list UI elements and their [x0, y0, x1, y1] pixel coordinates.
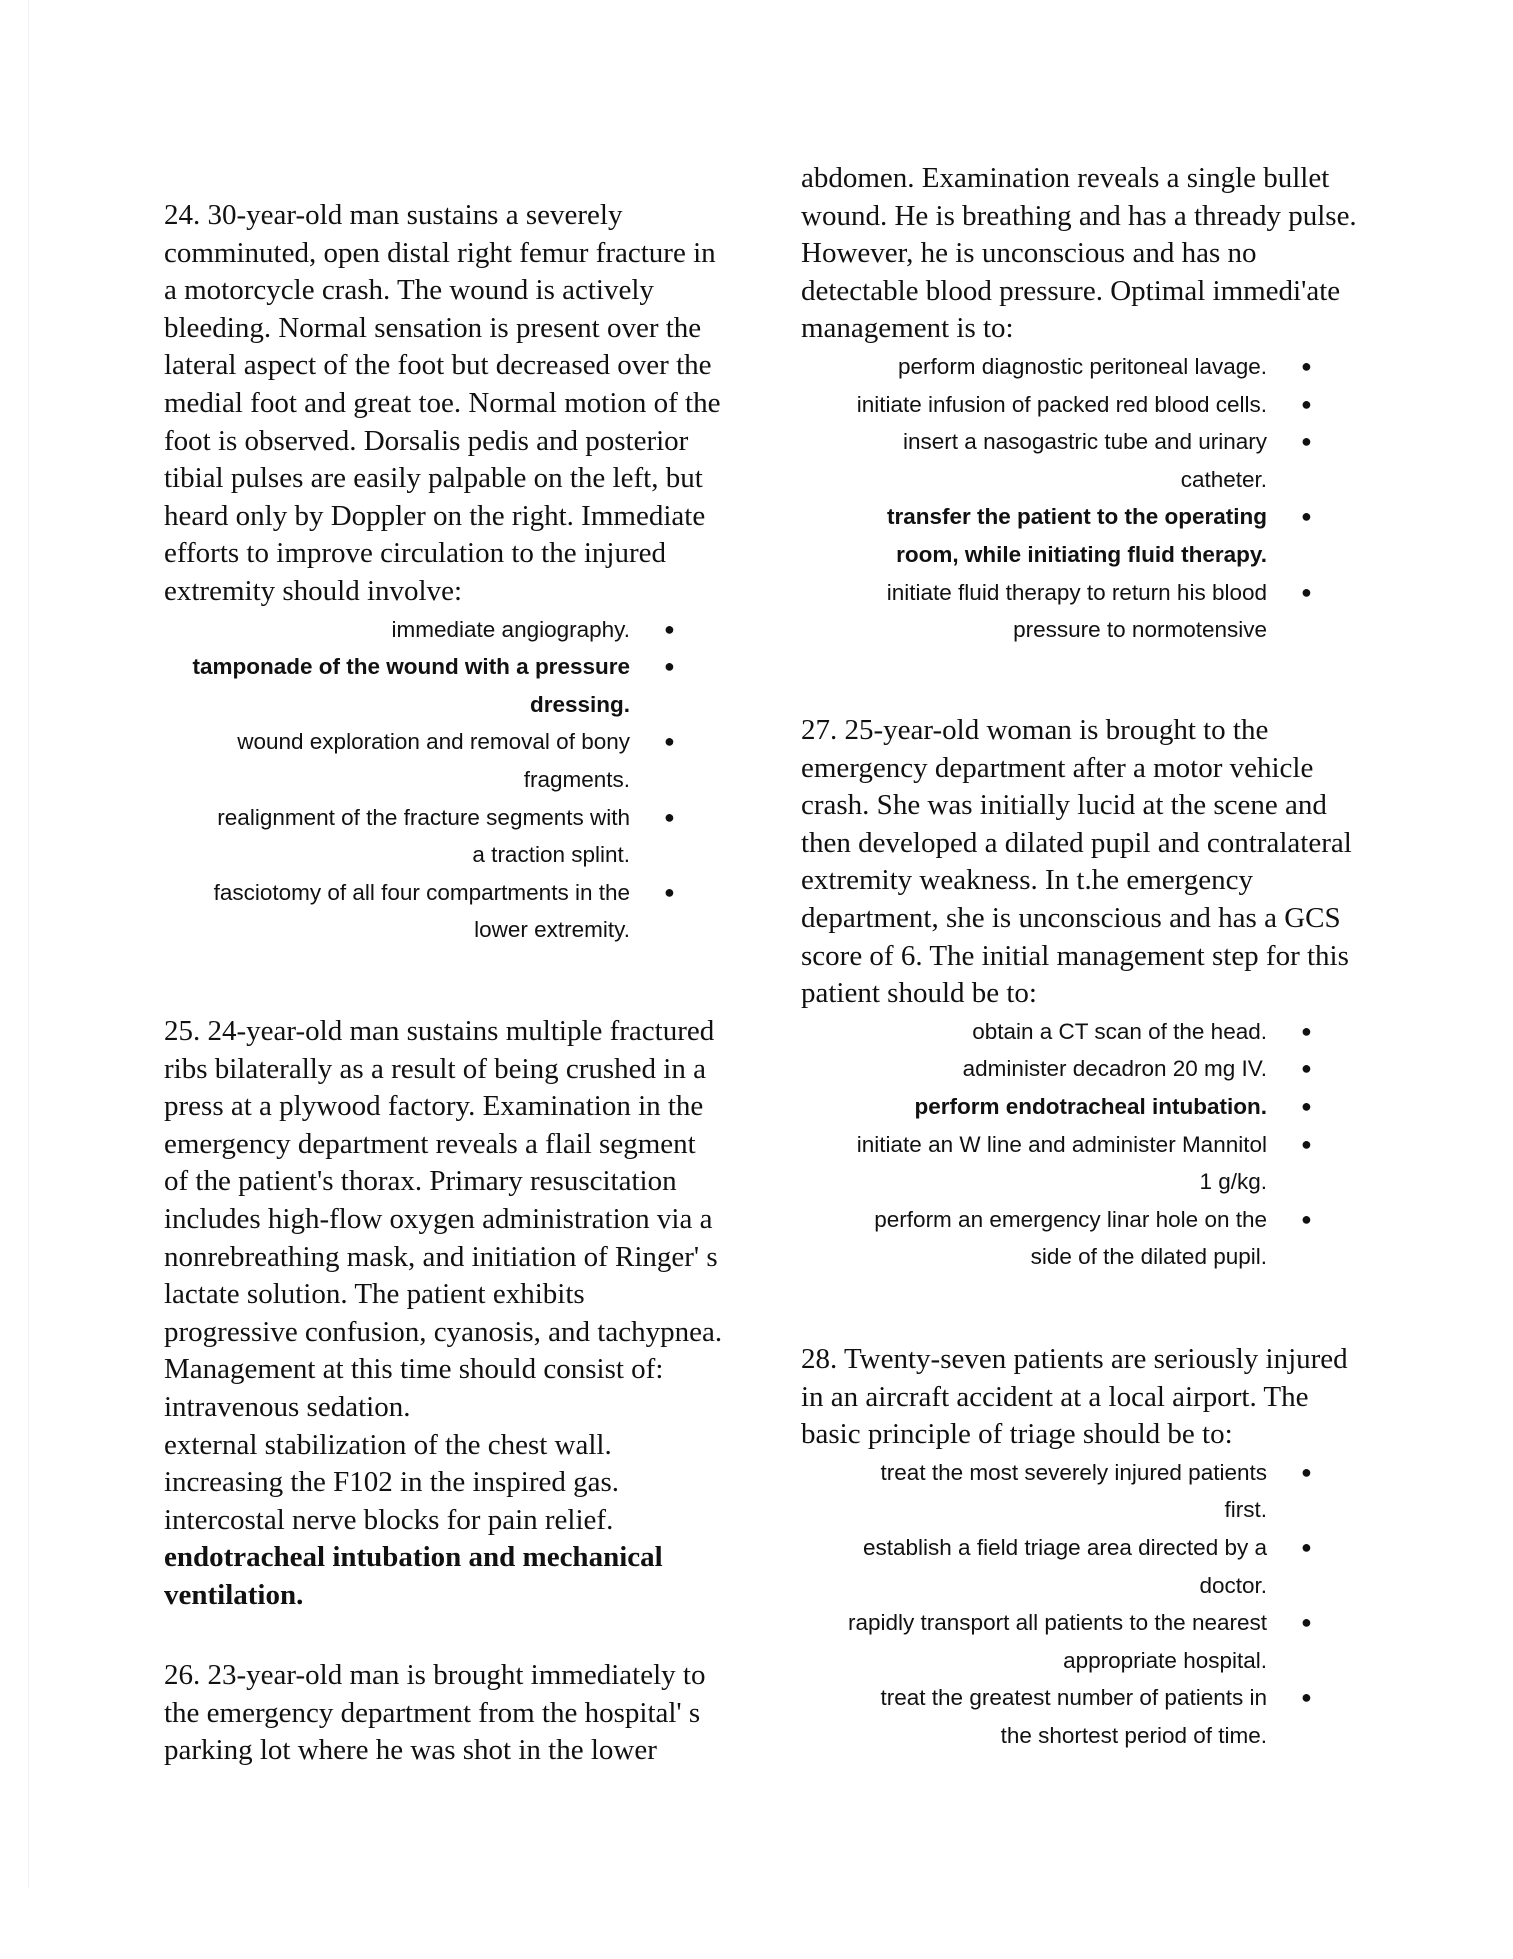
option-text: insert a nasogastric tube and urinary catheter.: [903, 429, 1267, 492]
bullet-icon: ●: [664, 656, 675, 677]
option: [801, 348, 1381, 386]
option: [164, 1427, 744, 1465]
bullet-icon: ●: [1301, 1536, 1312, 1557]
bullet-icon: ●: [1301, 1612, 1312, 1633]
option: [801, 386, 1381, 424]
option-text: perform diagnostic peritoneal lavage.: [898, 353, 1267, 379]
bullet-icon: ●: [1301, 506, 1312, 527]
option-text: increasing the F102 in the inspired gas.: [164, 1466, 620, 1499]
question-stem-continued: abdomen. Examination reveals a single bullet wound. He is breathing and has a thready pulse. However, he is unconscious and has no detectable blood pressure. Optimal immedi'ate management is to:: [801, 162, 1357, 345]
option-correct: endotracheal intubation and mechanical ventilation.: [164, 1541, 663, 1611]
option-correct: [801, 498, 1381, 573]
question-28: [801, 1341, 1381, 1755]
option: [801, 1604, 1381, 1679]
option: [801, 1679, 1381, 1754]
option-text: initiate fluid therapy to return his blood pressure to normotensive: [886, 579, 1267, 643]
option: [164, 723, 744, 798]
option-text: transfer the patient to the operating room, while initiating fluid therapy.: [886, 504, 1267, 567]
question-26-continued: [801, 160, 1381, 649]
option-text: perform endotracheal intubation.: [914, 1093, 1267, 1119]
option: [801, 1529, 1381, 1604]
option-text: external stabilization of the chest wall.: [164, 1428, 612, 1461]
option-text: tamponade of the wound with a pressure dressing.: [192, 654, 630, 717]
option: [801, 1201, 1381, 1276]
option-text: treat the greatest number of patients in the shortest period of time.: [880, 1685, 1267, 1748]
option: [164, 799, 744, 874]
bullet-icon: ●: [1301, 1461, 1312, 1482]
question-stem: 28. Twenty-seven patients are seriously injured in an aircraft accident at a local airport. The basic principle of triage should be to:: [801, 1343, 1348, 1451]
option-text: realignment of the fracture segments with a traction splint.: [217, 804, 630, 868]
option: [164, 1389, 744, 1427]
option-text: administer decadron 20 mg IV.: [962, 1056, 1267, 1082]
option: [801, 1454, 1381, 1529]
option-text: intercostal nerve blocks for pain relief.: [164, 1503, 614, 1536]
bullet-icon: ●: [1301, 355, 1312, 376]
option: [801, 423, 1381, 498]
option: [164, 1464, 744, 1502]
question-stem: 25. 24-year-old man sustains multiple fractured ribs bilaterally as a result of being crushed in a press at a plywood factory. Examination in the emergency department reveals a flail segment of the patient's thorax. Primary resuscitation includes high-flow oxygen administration via a nonrebreathing mask, and initiation of Ringer' s lactate solution. The patient exhibits progressive confusion, cyanosis, and tachypnea. Management at this time should consist of:: [164, 1015, 723, 1386]
option-text: obtain a CT scan of the head.: [972, 1018, 1267, 1044]
option: [801, 574, 1381, 649]
option-text: perform an emergency linar hole on the side of the dilated pupil.: [874, 1206, 1267, 1270]
question-stem: 26. 23-year-old man is brought immediately to the emergency department from the hospital' s parking lot where he was shot in the lower: [164, 1659, 706, 1767]
bullet-icon: ●: [1301, 1133, 1312, 1154]
question-25: [164, 1013, 744, 1615]
option: [164, 1502, 744, 1540]
bullet-icon: ●: [1301, 1687, 1312, 1708]
bullet-icon: ●: [1301, 393, 1312, 414]
option-correct: [801, 1088, 1381, 1126]
page-edge-line: [28, 0, 29, 1888]
bullet-icon: ●: [664, 618, 675, 639]
option-text: treat the most severely injured patients first.: [880, 1459, 1267, 1523]
option-text: establish a field triage area directed by a doctor.: [863, 1534, 1267, 1598]
option: [164, 611, 744, 649]
question-stem: 27. 25-year-old woman is brought to the emergency department after a motor vehicle crash. She was initially lucid at the scene and then developed a dilated pupil and contralateral extremity weakness. In t.he emergency department, she is unconscious and has a GCS score of 6. The initial management step for this patient should be to:: [801, 714, 1352, 1010]
question-24: [164, 197, 744, 949]
option: [801, 1050, 1381, 1088]
option-text: fasciotomy of all four compartments in the lower extremity.: [213, 879, 630, 943]
bullet-icon: ●: [1301, 1208, 1312, 1229]
option-text: immediate angiography.: [391, 616, 630, 642]
question-stem: 24. 30-year-old man sustains a severely comminuted, open distal right femur fracture in a motorcycle crash. The wound is actively bleeding. Normal sensation is present over the lateral aspect of the foot but decreased over the medial foot and great toe. Normal motion of the foot is observed. Dorsalis pedis and posterior tibial pulses are easily palpable on the left, but heard only by Doppler on the right. Immediate efforts to improve circulation to the injured extremity should involve:: [164, 199, 721, 607]
option: [801, 1126, 1381, 1201]
option: [164, 874, 744, 949]
option-text: initiate an W line and administer Mannitol 1 g/kg.: [856, 1131, 1267, 1195]
bullet-icon: ●: [1301, 581, 1312, 602]
option-correct: [164, 648, 744, 723]
option: [801, 1013, 1381, 1051]
bullet-icon: ●: [1301, 1058, 1312, 1079]
question-27: [801, 712, 1381, 1276]
bullet-icon: ●: [1301, 1020, 1312, 1041]
bullet-icon: ●: [1301, 1095, 1312, 1116]
option-text: wound exploration and removal of bony fragments.: [237, 729, 630, 792]
option-text: rapidly transport all patients to the nearest appropriate hospital.: [848, 1610, 1267, 1673]
bullet-icon: ●: [664, 881, 675, 902]
bullet-icon: ●: [664, 731, 675, 752]
bullet-icon: ●: [664, 806, 675, 827]
question-26: [164, 1657, 744, 1770]
option-text: initiate infusion of packed red blood cells.: [856, 391, 1267, 417]
option-text: intravenous sedation.: [164, 1390, 411, 1423]
bullet-icon: ●: [1301, 431, 1312, 452]
